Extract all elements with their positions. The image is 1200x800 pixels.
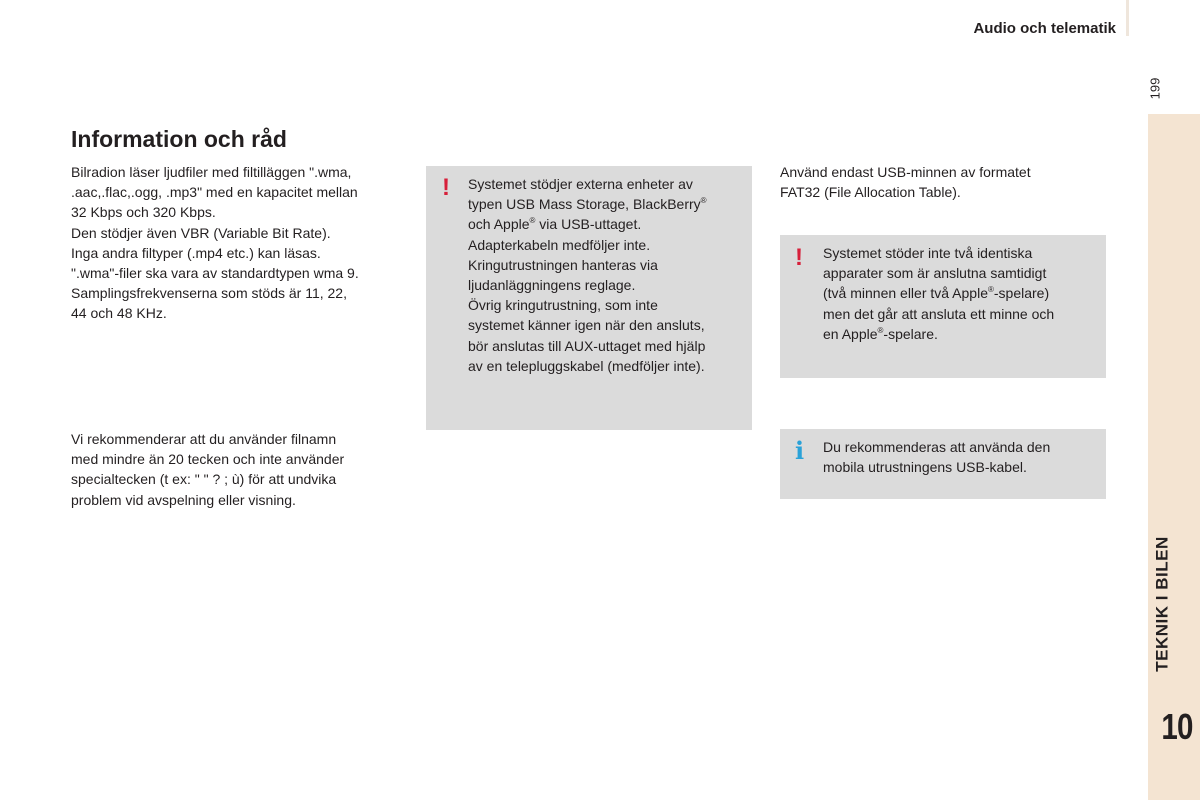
- text-line: Vi rekommenderar att du använder filnamn: [71, 431, 337, 447]
- registered-mark: ®: [700, 196, 707, 206]
- text-line: Övrig kringutrustning, som inte: [468, 297, 658, 314]
- text-line: 44 och 48 KHz.: [71, 305, 167, 322]
- text-line: ".wma"-filer ska vara av standardtypen wma 9.: [71, 265, 359, 282]
- text-line: Använd endast USB-minnen av formatet: [780, 164, 1031, 180]
- chapter-side-label: [1146, 518, 1180, 690]
- registered-mark: ®: [987, 285, 994, 295]
- filename-recommendation-paragraph: [71, 429, 344, 510]
- text-line: .aac,.flac,.ogg, .mp3" med en kapacitet mellan: [71, 184, 358, 201]
- text-line: mobila utrustningens USB-kabel.: [823, 459, 1027, 476]
- text-line: Den stödjer även VBR (Variable Bit Rate).: [71, 224, 331, 241]
- identical-devices-warning-text: [823, 243, 1054, 344]
- chapter-number: 10: [1161, 706, 1193, 747]
- text-line: och Apple® via USB-uttaget.: [468, 216, 642, 233]
- text-line: typen USB Mass Storage, BlackBerry®: [468, 196, 707, 213]
- file-format-paragraph: [71, 162, 359, 324]
- usb-devices-warning-text: [468, 174, 707, 376]
- usb-format-paragraph: [780, 162, 1031, 202]
- chapter-side-label-text: TEKNIK I BILEN: [1153, 536, 1173, 672]
- registered-mark: ®: [877, 325, 884, 335]
- page-number: [1142, 75, 1168, 101]
- text-line: bör anslutas till AUX-uttaget med hjälp: [468, 337, 706, 354]
- text-line: Samplingsfrekvenserna som stöds är 11, 22,: [71, 285, 347, 302]
- text-line: problem vid avspelning eller visning.: [71, 491, 296, 508]
- text-line: av en telepluggskabel (medföljer inte).: [468, 357, 705, 374]
- section-title: Information och råd: [71, 126, 287, 152]
- text-line: med mindre än 20 tecken och inte använder: [71, 451, 345, 468]
- usb-cable-info-text: [823, 437, 1050, 477]
- text-line: Systemet stödjer externa enheter av: [468, 176, 693, 192]
- text-line: Systemet stöder inte två identiska: [823, 245, 1033, 261]
- text-line: Inga andra filtyper (.mp4 etc.) kan läsas.: [71, 244, 321, 261]
- text-line: en Apple®-spelare.: [823, 325, 938, 342]
- text-line: Kringutrustningen hanteras via: [468, 256, 658, 273]
- warning-exclamation-icon: !: [795, 244, 803, 271]
- registered-mark: ®: [529, 216, 536, 226]
- text-line: (två minnen eller två Apple®-spelare): [823, 285, 1050, 302]
- warning-exclamation-icon: !: [442, 174, 450, 201]
- text-line: systemet känner igen när den ansluts,: [468, 317, 705, 334]
- text-line: men det går att ansluta ett minne och: [823, 305, 1055, 322]
- text-line: Du rekommenderas att använda den: [823, 439, 1051, 455]
- page-number-text: 199: [1147, 77, 1163, 99]
- info-icon: i: [795, 436, 805, 465]
- text-line: Adapterkabeln medföljer inte.: [468, 236, 651, 253]
- text-line: apparater som är anslutna samtidigt: [823, 265, 1047, 282]
- text-line: specialtecken (t ex: " " ? ; ù) för att undvika: [71, 471, 337, 488]
- header-divider: [1126, 0, 1129, 36]
- text-line: 32 Kbps och 320 Kbps.: [71, 204, 216, 221]
- text-line: ljudanläggningens reglage.: [468, 277, 636, 294]
- chapter-side-tab: [1148, 114, 1200, 800]
- running-header: Audio och telematik: [973, 20, 1116, 37]
- text-line: Bilradion läser ljudfiler med filtilläggen ".wma,: [71, 164, 352, 180]
- text-line: FAT32 (File Allocation Table).: [780, 184, 961, 201]
